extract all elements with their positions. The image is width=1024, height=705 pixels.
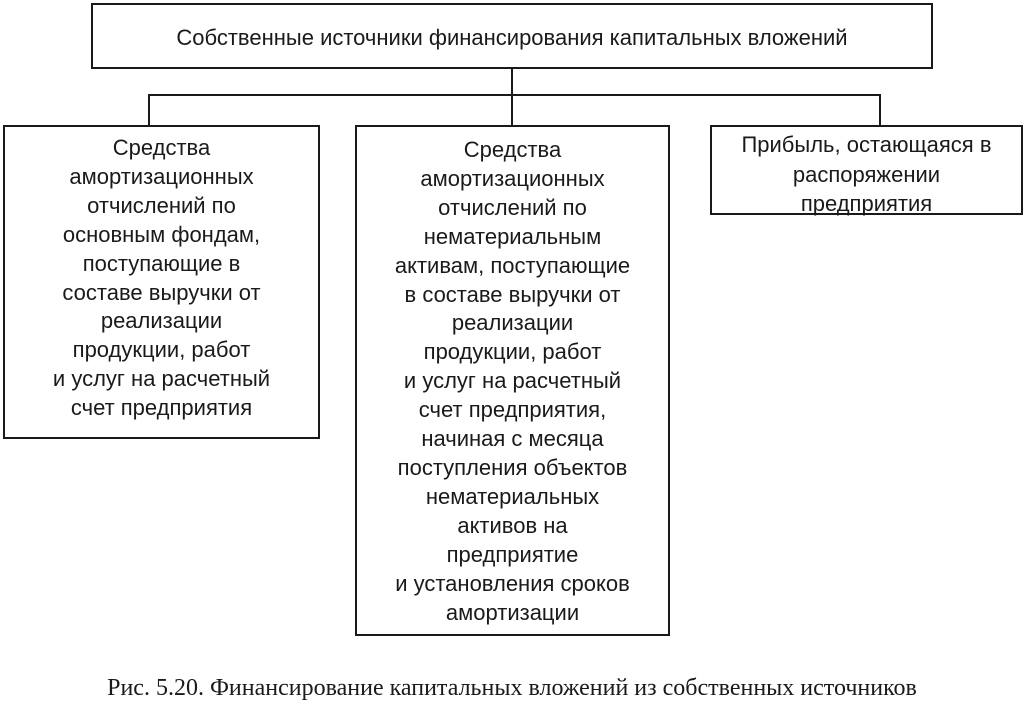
- connector-horizontal-bar: [148, 94, 881, 96]
- node-text-line: основным фондам,: [62, 221, 261, 247]
- node-text-line: нематериальным: [423, 223, 602, 249]
- node-text-line: Средства: [112, 135, 211, 160]
- node-text-line: поступления объектов: [397, 454, 628, 480]
- node-text-line: отчислений по: [438, 194, 587, 220]
- child-node-retained-profit: [710, 125, 1023, 215]
- node-text-line: в составе выручки от: [404, 281, 621, 307]
- node-text-line: продукции, работ: [423, 339, 602, 365]
- node-text-line: счет предприятия: [70, 395, 253, 421]
- node-text-line: распоряжении: [792, 161, 941, 187]
- node-text-line: начиная с месяца: [421, 426, 604, 452]
- connector-to-middle-node: [511, 94, 513, 126]
- node-text-line: реализации: [451, 310, 574, 336]
- node-text-line: и установления сроков: [395, 570, 630, 596]
- child-node-fixed-assets-depreciation: [3, 125, 320, 439]
- connector-to-left-node: [148, 94, 150, 126]
- node-text-line: амортизации: [445, 599, 580, 625]
- node-text-line: амортизационных: [69, 163, 254, 189]
- node-text-line: реализации: [100, 308, 223, 334]
- node-text-line: отчислений по: [87, 192, 236, 218]
- node-text-line: составе выручки от: [62, 279, 261, 305]
- node-text-line: активов на: [457, 512, 568, 538]
- node-text-line: амортизационных: [420, 165, 605, 191]
- node-text-line: Прибыль, остающаяся в: [741, 132, 992, 157]
- node-text-line: предприятие: [446, 541, 579, 567]
- root-node-label: Собственные источники финансирования капитальных вложений: [176, 25, 848, 50]
- root-node-box: [91, 3, 933, 69]
- node-text-line: и услуг на расчетный: [403, 368, 622, 394]
- node-text-line: Средства: [463, 137, 562, 162]
- connector-root-stem: [511, 69, 513, 95]
- node-text-line: продукции, работ: [72, 337, 251, 363]
- connector-to-right-node: [879, 94, 881, 126]
- child-node-intangible-assets-depreciation: [355, 125, 670, 636]
- node-text-line: предприятия: [800, 191, 933, 216]
- node-text-line: поступающие в: [82, 250, 241, 276]
- figure-caption: Рис. 5.20. Финансирование капитальных вложений из собственных источников: [107, 675, 917, 701]
- node-text-line: счет предприятия,: [418, 397, 607, 423]
- node-text-line: нематериальных: [425, 483, 600, 509]
- node-text-line: и услуг на расчетный: [52, 366, 271, 392]
- node-text-line: активам, поступающие: [394, 252, 631, 278]
